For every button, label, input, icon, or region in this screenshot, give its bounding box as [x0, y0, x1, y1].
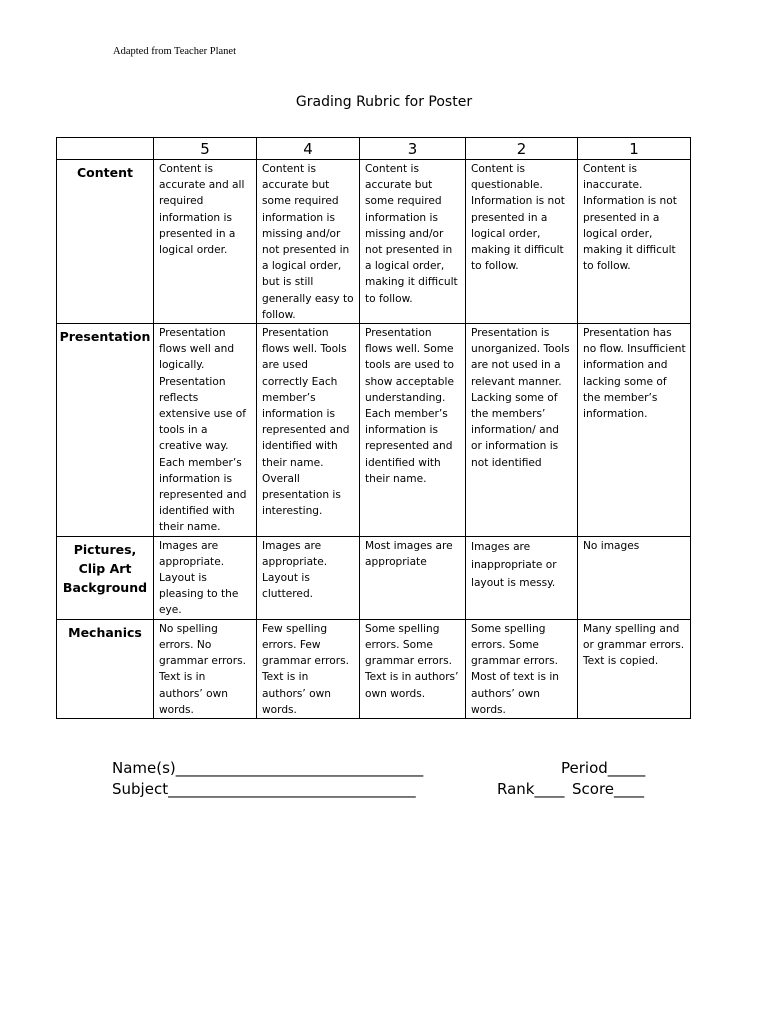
- rubric-cell: Some spelling errors. Some grammar errors. Most of text is in authors’ own words.: [466, 619, 578, 718]
- rubric-row-pictures: [57, 536, 691, 619]
- rubric-cell: Content is inaccurate. Information is not presented in a logical order, making it difficult to follow.: [578, 160, 691, 324]
- rubric-cell: Images are appropriate. Layout is pleasing to the eye.: [154, 536, 257, 619]
- category-label: Presentation: [57, 324, 154, 537]
- rubric-cell: Some spelling errors. Some grammar errors. Text is in authors’ own words.: [360, 619, 466, 718]
- rubric-cell: Presentation flows well. Tools are used correctly Each member’s information is represented and identified with their name. Overall presentation is interesting.: [257, 324, 360, 537]
- rubric-cell: Many spelling and or grammar errors. Text is copied.: [578, 619, 691, 718]
- rubric-cell: No images: [578, 536, 691, 619]
- rubric-row-presentation: [57, 324, 691, 537]
- page-title: Grading Rubric for Poster: [295, 94, 473, 110]
- rubric-header-row: [57, 138, 691, 160]
- rubric-row-mechanics: [57, 619, 691, 718]
- source-note: Adapted from Teacher Planet: [113, 46, 236, 57]
- rubric-cell: Content is questionable. Information is not presented in a logical order, making it difficult to follow.: [466, 160, 578, 324]
- rubric-cell: Content is accurate and all required information is presented in a logical order.: [154, 160, 257, 324]
- rubric-cell: No spelling errors. No grammar errors. Text is in authors’ own words.: [154, 619, 257, 718]
- rank-field-line[interactable]: Rank____: [497, 780, 565, 798]
- period-field-line[interactable]: Period_____: [561, 759, 646, 777]
- rubric-cell: Images are appropriate. Layout is cluttered.: [257, 536, 360, 619]
- rubric-cell: Presentation flows well. Some tools are used to show acceptable understanding. Each member’s information is represented and identified with their name.: [360, 324, 466, 537]
- rubric-cell: Content is accurate but some required information is missing and/or not presented in a logical order, making it difficult to follow.: [360, 160, 466, 324]
- names-field-line[interactable]: Name(s)_________________________________: [112, 759, 424, 777]
- header-score-5: 5: [154, 138, 257, 160]
- header-cell-blank: [57, 138, 154, 160]
- category-label: Mechanics: [57, 619, 154, 718]
- rubric-cell: Content is accurate but some required information is missing and/or not presented in a logical order, but is still generally easy to follow.: [257, 160, 360, 324]
- rubric-cell: Presentation is unorganized. Tools are not used in a relevant manner. Lacking some of the members’ information/ and or information is not identified: [466, 324, 578, 537]
- rubric-row-content: [57, 160, 691, 324]
- rubric-cell: Few spelling errors. Few grammar errors. Text is in authors’ own words.: [257, 619, 360, 718]
- rubric-cell: Most images are appropriate: [360, 536, 466, 619]
- subject-field-line[interactable]: Subject_________________________________: [112, 780, 416, 798]
- header-score-3: 3: [360, 138, 466, 160]
- category-label: Pictures, Clip Art Background: [57, 536, 154, 619]
- rubric-cell: Presentation flows well and logically. Presentation reflects extensive use of tools in a creative way. Each member’s information is represented and identified with their name.: [154, 324, 257, 537]
- rubric-cell: Images are inappropriate or layout is messy.: [466, 536, 578, 619]
- header-score-1: 1: [578, 138, 691, 160]
- header-score-4: 4: [257, 138, 360, 160]
- score-field-line[interactable]: Score____: [572, 780, 645, 798]
- rubric-table: [56, 137, 691, 719]
- rubric-cell: Presentation has no flow. Insufficient information and lacking some of the member’s information.: [578, 324, 691, 537]
- header-score-2: 2: [466, 138, 578, 160]
- category-label: Content: [57, 160, 154, 324]
